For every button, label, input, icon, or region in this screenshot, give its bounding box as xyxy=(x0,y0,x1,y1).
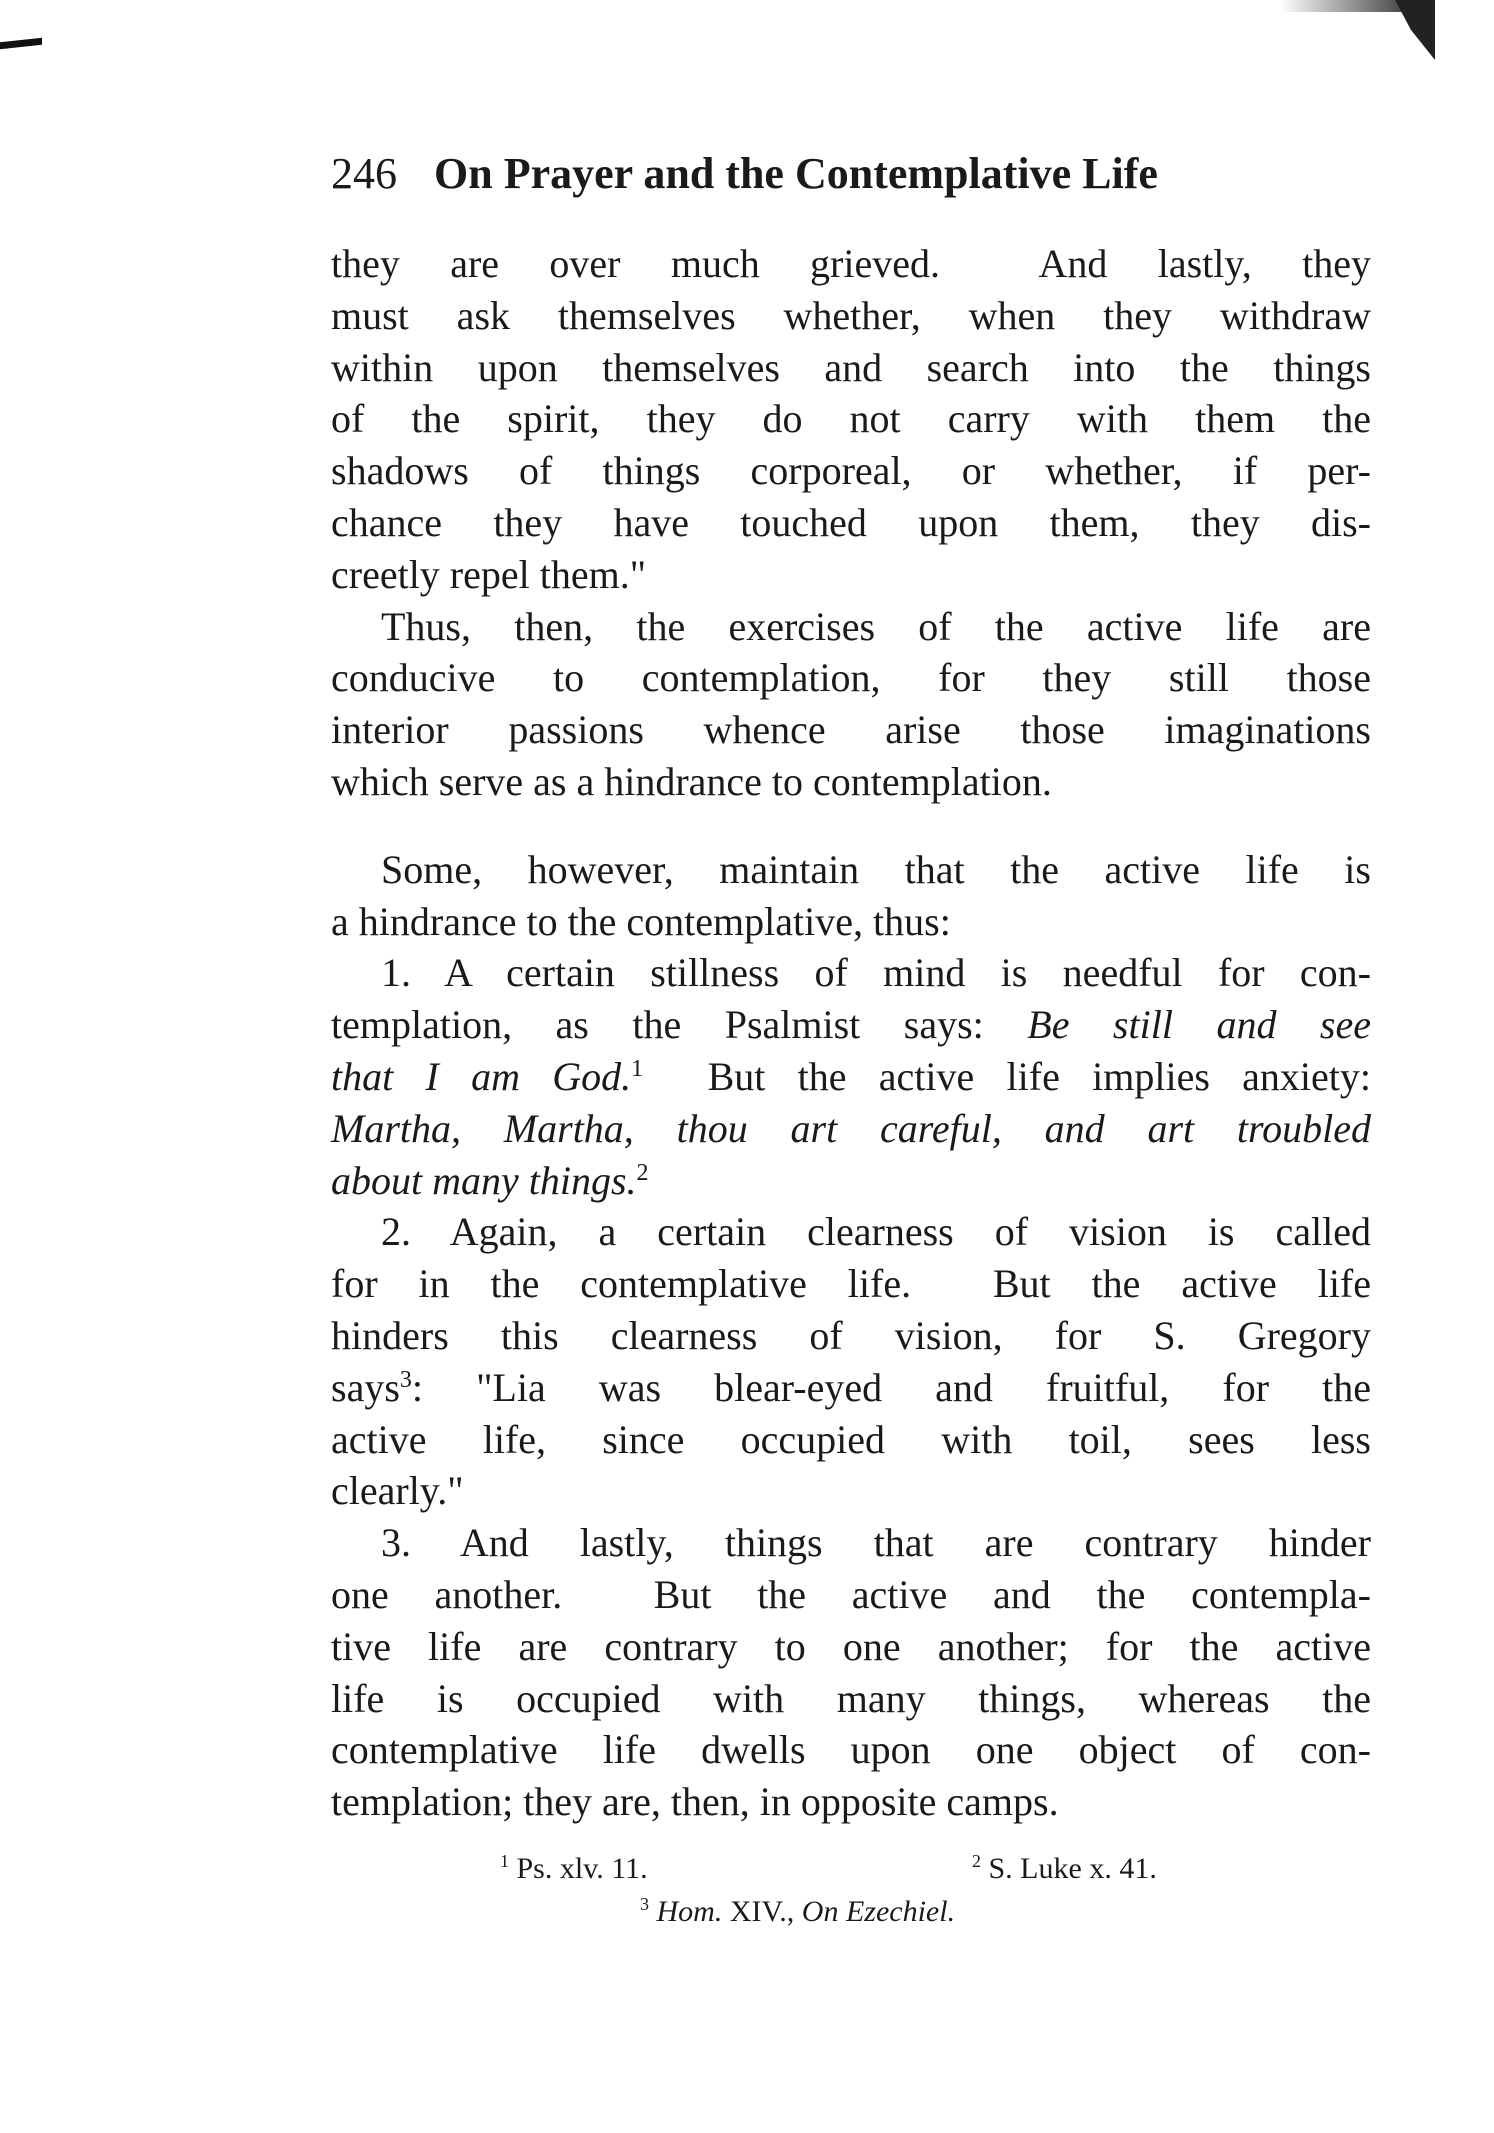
text-line xyxy=(331,1414,1371,1466)
page-number: 246 xyxy=(331,149,397,198)
text-segment: about many things. xyxy=(331,1157,637,1203)
text-segment: interior passions whence arise those imaginations xyxy=(331,707,1371,753)
footnote-text: S. Luke x. 41. xyxy=(988,1852,1157,1885)
text-line xyxy=(331,1258,1371,1310)
text-line xyxy=(331,1362,1371,1414)
text-segment: Thus, then, the exercises of the active life are xyxy=(381,603,1371,649)
text-segment: 3. And lastly, things that are contrary hinder xyxy=(381,1520,1371,1566)
text-line xyxy=(331,238,1371,290)
text-segment: conducive to contemplation, for they still those xyxy=(331,655,1371,701)
running-title: On Prayer and the Contemplative Life xyxy=(434,149,1158,198)
text-line xyxy=(331,1465,1371,1517)
text-segment: active life, since occupied with toil, sees less xyxy=(331,1416,1371,1462)
text-line xyxy=(331,652,1371,704)
text-segment: 2. Again, a certain clearness of vision is called xyxy=(381,1209,1371,1255)
text-line xyxy=(331,896,1371,948)
text-segment: creetly repel them." xyxy=(331,551,647,597)
text-line xyxy=(331,947,1371,999)
text-line xyxy=(331,393,1371,445)
text-line xyxy=(331,1517,1371,1569)
text-segment: life is occupied with many things, whereas the xyxy=(331,1675,1371,1721)
text-segment: : "Lia was blear-eyed and fruitful, for the xyxy=(411,1364,1371,1410)
text-segment: hinders this clearness of vision, for S. Gregory xyxy=(331,1313,1371,1358)
text-segment: one another. But the active and the contempla- xyxy=(331,1572,1371,1617)
footnote-ref: 3 xyxy=(399,1366,412,1393)
text-line xyxy=(331,445,1371,497)
text-segment: templation; they are, then, in opposite camps. xyxy=(331,1779,1059,1825)
text-line xyxy=(331,1155,1371,1207)
footnote-number: 1 xyxy=(500,1851,509,1871)
text-segment: chance they have touched upon them, they dis- xyxy=(331,500,1371,545)
text-line xyxy=(331,1206,1371,1258)
text-segment: within upon themselves and search into the things xyxy=(331,344,1371,390)
footnote-number: 2 xyxy=(972,1851,981,1871)
footnote-2 xyxy=(972,1852,1157,1886)
footnote-text: Ps. xlv. 11. xyxy=(516,1852,648,1885)
footnote-text: Hom. xyxy=(656,1895,723,1928)
footnote-ref: 1 xyxy=(631,1056,644,1082)
scan-corner-mark xyxy=(0,38,42,49)
footnote-number: 3 xyxy=(640,1894,649,1914)
text-line xyxy=(331,999,1371,1051)
text-line xyxy=(331,601,1371,653)
text-segment: tive life are contrary to one another; for the active xyxy=(331,1623,1371,1669)
text-line xyxy=(331,290,1371,342)
text-segment: must ask themselves whether, when they withdraw xyxy=(331,292,1371,338)
text-line xyxy=(331,1569,1371,1621)
text-segment: templation, as the Psalmist says: xyxy=(331,1002,1028,1048)
footnote-text: On Ezechiel. xyxy=(801,1895,956,1928)
text-segment: contemplative life dwells upon one object of con- xyxy=(331,1727,1371,1773)
text-segment: which serve as a hindrance to contemplation. xyxy=(331,759,1052,804)
text-line xyxy=(331,844,1371,896)
text-line xyxy=(331,756,1371,808)
text-line xyxy=(331,1103,1371,1155)
text-segment: a hindrance to the contemplative, thus: xyxy=(331,898,951,944)
text-line xyxy=(331,1621,1371,1673)
text-line xyxy=(331,1724,1371,1776)
text-segment: for in the contemplative life. But the active life xyxy=(331,1261,1371,1307)
text-segment: clearly." xyxy=(331,1468,464,1514)
scan-edge-mark xyxy=(1395,0,1435,60)
text-segment: But the active life implies anxiety: xyxy=(643,1054,1371,1099)
footnote-ref: 2 xyxy=(636,1159,649,1186)
text-line xyxy=(331,1673,1371,1725)
text-line xyxy=(331,497,1371,549)
text-segment: Martha, Martha, thou art careful, and art troubled xyxy=(331,1105,1371,1151)
footnote-1 xyxy=(500,1852,648,1886)
text-line xyxy=(331,1776,1371,1828)
text-segment: Be still and see xyxy=(1027,1002,1371,1048)
text-line xyxy=(331,342,1371,394)
footnote-3 xyxy=(640,1895,955,1929)
text-line xyxy=(331,1310,1371,1362)
text-segment: they are over much grieved. And lastly, they xyxy=(331,241,1371,286)
text-segment: of the spirit, they do not carry with them the xyxy=(331,396,1371,442)
text-segment: shadows of things corporeal, or whether, if per- xyxy=(331,448,1371,494)
text-segment: Some, however, maintain that the active life is xyxy=(381,846,1371,892)
text-segment: 1. A certain stillness of mind is needful for con- xyxy=(381,950,1371,996)
footnote-text: XIV., xyxy=(722,1895,802,1928)
text-segment: that I am God. xyxy=(331,1054,632,1099)
running-header xyxy=(331,148,1371,199)
text-line xyxy=(331,549,1371,601)
text-line xyxy=(331,704,1371,756)
text-segment: says xyxy=(331,1364,400,1410)
text-line xyxy=(331,1051,1371,1103)
